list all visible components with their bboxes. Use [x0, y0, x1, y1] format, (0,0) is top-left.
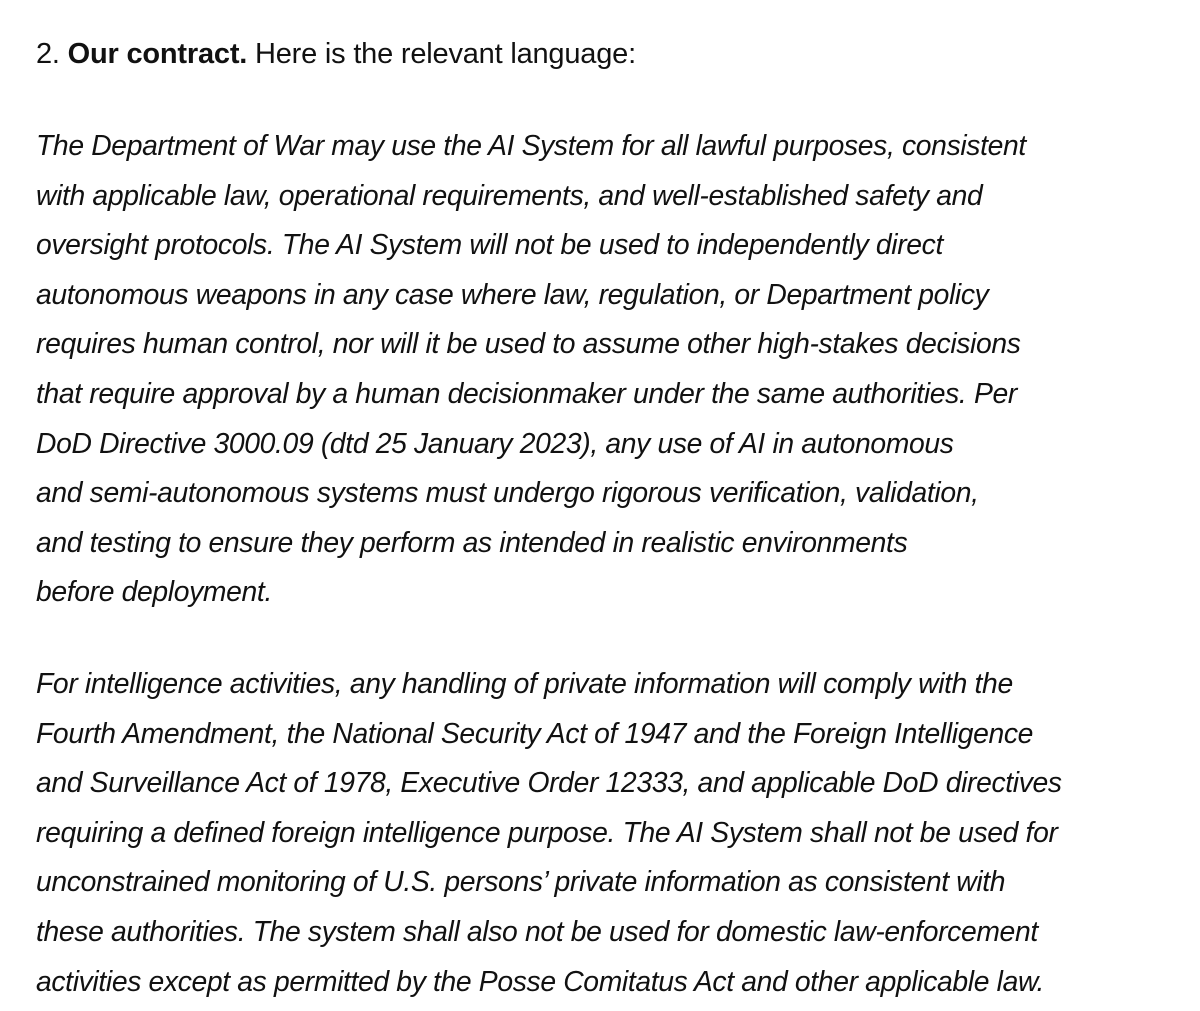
quote-line: DoD Directive 3000.09 (dtd 25 January 2023), any use of AI in autonomous [36, 426, 954, 459]
quote-line: oversight protocols. The AI System will not be used to independently direct [36, 228, 943, 261]
contract-quote-paragraph-1 [36, 121, 1166, 617]
document-body [36, 30, 1166, 1006]
quote-line: before deployment. [36, 575, 272, 608]
section-heading [36, 30, 1166, 78]
section-number: 2. [36, 38, 60, 70]
quote-line: Fourth Amendment, the National Security Act of 1947 and the Foreign Intelligence [36, 716, 1034, 749]
quote-line: autonomous weapons in any case where law, regulation, or Department policy [36, 277, 989, 310]
quote-line: with applicable law, operational requirements, and well-established safety and [36, 178, 983, 211]
quote-line: The Department of War may use the AI System for all lawful purposes, consistent [36, 129, 1026, 161]
quote-line: and testing to ensure they perform as intended in realistic environments [36, 525, 908, 558]
quote-line: unconstrained monitoring of U.S. persons’ private information as consistent with [36, 865, 1006, 898]
quote-line: and Surveillance Act of 1978, Executive Order 12333, and applicable DoD directives [36, 766, 1062, 799]
quote-line: requires human control, nor will it be used to assume other high-stakes decisions [36, 327, 1021, 360]
contract-quote-paragraph-2 [36, 659, 1166, 1006]
quote-line: and semi-autonomous systems must undergo rigorous verification, validation, [36, 476, 979, 509]
quote-line: activities except as permitted by the Posse Comitatus Act and other applicable law. [36, 964, 1044, 997]
quote-line: For intelligence activities, any handling of private information will comply with the [36, 666, 1013, 699]
quote-line: these authorities. The system shall also not be used for domestic law-enforcement [36, 914, 1038, 947]
section-intro: Here is the relevant language: [255, 38, 636, 70]
section-title: Our contract. [67, 38, 248, 70]
quote-line: requiring a defined foreign intelligence purpose. The AI System shall not be used for [36, 815, 1058, 848]
quote-line: that require approval by a human decisionmaker under the same authorities. Per [36, 376, 1017, 409]
